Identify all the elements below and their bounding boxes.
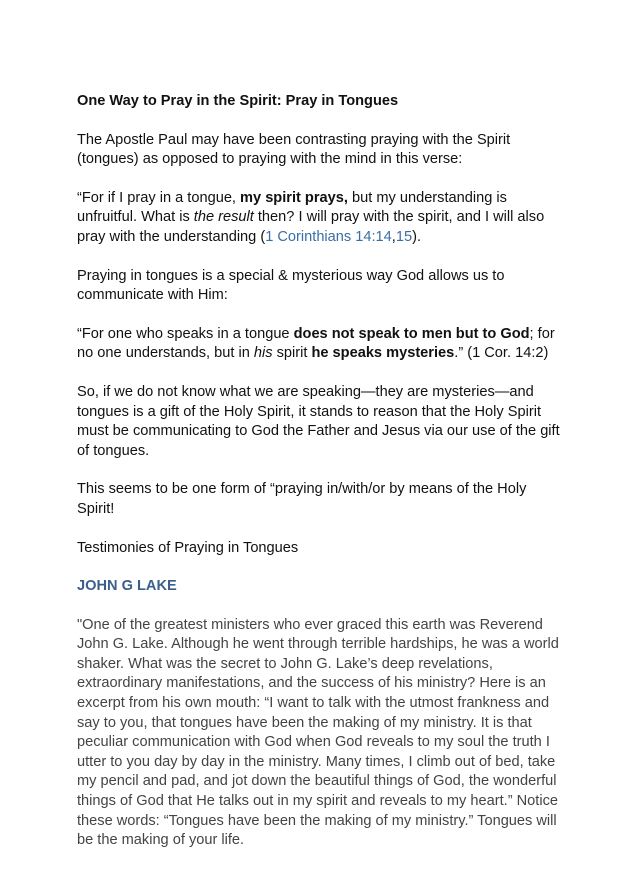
document-title: One Way to Pray in the Spirit: Pray in Tongues <box>77 93 399 109</box>
quote2-text-c: ; for no one understands, but in <box>77 325 555 362</box>
quote2-bold-1: does not speak to men but to God <box>293 325 530 342</box>
scripture-link-14-14[interactable]: 1 Corinthians 14:14 <box>265 228 392 245</box>
document-content <box>77 92 567 870</box>
paragraph-one-form: This seems to be one form of “praying in/with/or by means of the Holy Spirit! <box>77 481 527 517</box>
quote2-bold-2: he speaks mysteries <box>311 345 455 362</box>
quote1-comma: , <box>391 228 396 245</box>
quote1-italic: the result <box>193 209 254 226</box>
paragraph-intro: The Apostle Paul may have been contrasting praying with the Spirit (tongues) as opposed to praying with the mind in this verse: <box>77 131 511 168</box>
scripture-link-15[interactable]: 15 <box>395 228 413 245</box>
quote2-italic: his <box>253 345 273 362</box>
paragraph-mysterious-way: Praying in tongues is a special & mysterious way God allows us to communicate with Him: <box>77 267 505 304</box>
quote1-text-c: but my understanding is unfruitful. What is <box>77 189 507 226</box>
quote1-text-a: “For if I pray in a tongue, <box>77 189 241 206</box>
quote2-text-a: “For one who speaks in a tongue <box>77 325 294 342</box>
john-g-lake-testimony: "One of the greatest ministers who ever graced this earth was Reverend John G. Lake. Although he went through terrible hardships, he was a world shaker. What was the secret to John G. Lake’s deep revelations, extraordinary manifestations, and the success of his ministry? Here is an excerpt from his own mouth: “I want to talk with the utmost frankness and say to you, that tongues have been the making of my ministry. It is that peculiar communication with God when God reveals to my soul the truth I utter to you day by day in the ministry. Many times, I climb out of bed, take my pencil and pad, and jot down the beautiful things of God, the wonderful things of God that He talks out in my spirit and reveals to my heart.” Notice these words: “Tongues have been the making of my ministry.” Tongues will be the making of your life. <box>77 616 559 849</box>
quote1-text-e: then? I will pray with the spirit, and I will also pray with the understanding ( <box>77 209 545 245</box>
section-heading-testimonies: Testimonies of Praying in Tongues <box>77 539 299 556</box>
quote1-text-f: ). <box>412 228 421 245</box>
quote2-text-g: .” (1 Cor. 14:2) <box>454 345 549 362</box>
quote-1-cor-14-2 <box>77 325 567 364</box>
quote1-bold: my spirit prays, <box>240 189 348 206</box>
quote-1-corinthians <box>77 189 567 248</box>
quote2-text-e: spirit <box>272 345 312 362</box>
paragraph-mysteries: So, if we do not know what we are speaking—they are mysteries—and tongues is a gift of the Holy Spirit, it stands to reason that the Holy Spirit must be communicating to God the Father and Jesus via our use of the gift of tongues. <box>77 383 560 459</box>
john-g-lake-heading: JOHN G LAKE <box>77 578 177 595</box>
